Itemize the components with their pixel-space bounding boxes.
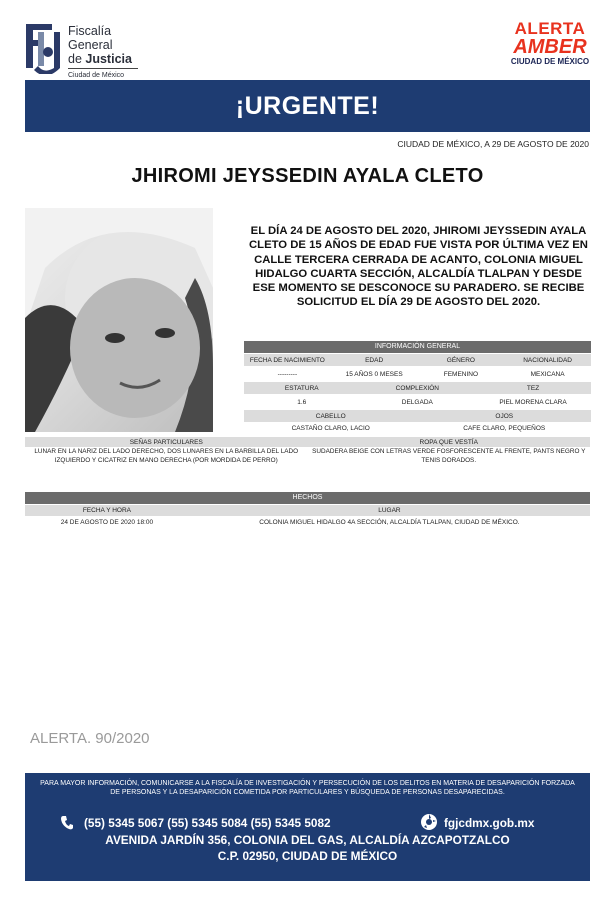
- fgj-emblem-icon: [24, 22, 66, 74]
- value-place: COLONIA MIGUEL HIDALGO 4A SECCIÓN, ALCALDÍA TLALPAN, CIUDAD DE MÉXICO.: [259, 519, 520, 526]
- website-link[interactable]: fgjcdmx.gob.mx: [444, 816, 535, 830]
- value-birthdate: ---------: [277, 370, 298, 378]
- value-distinguishing-features: LUNAR EN LA NARIZ DEL LADO DERECHO, DOS LUNARES EN LA BARBILLA DEL LADO IZQUIERDO Y CICATRIZ EN MANO DERECHA (POR MORDIDA DE PERRO): [34, 448, 299, 464]
- alert-number: ALERTA. 90/2020: [30, 730, 150, 747]
- value-clothing: SUDADERA BEIGE CON LETRAS VERDE FOSFORESCENTE AL FRENTE, PANTS NEGRO Y TENIS DORADOS.: [312, 448, 586, 464]
- label-place: LUGAR: [378, 507, 401, 514]
- label-nationality: NACIONALIDAD: [523, 356, 572, 364]
- date-line: CIUDAD DE MÉXICO, A 29 DE AGOSTO DE 2020: [397, 139, 589, 149]
- info-values-row-1: [244, 367, 591, 381]
- org-line-2: General: [68, 38, 113, 52]
- value-nationality: MEXICANA: [530, 370, 565, 378]
- label-date-time: FECHA Y HORA: [82, 507, 131, 514]
- label-hair: CABELLO: [315, 412, 346, 420]
- address-line-2: C.P. 02950, CIUDAD DE MÉXICO: [217, 849, 398, 863]
- urgent-banner: ¡URGENTE!: [25, 80, 590, 132]
- missing-person-photo: [25, 208, 213, 432]
- amber-alert-logo: ALERTA AMBER CIUDAD DE MÉXICO: [510, 19, 590, 66]
- footer-note: PARA MAYOR INFORMACIÓN, COMUNICARSE A LA FISCALÍA DE INVESTIGACIÓN Y PERSECUCIÓN DE LOS DELITOS EN MATERIA DE DESAPARICIÓN FORZADA DE PERSONAS Y LA DESAPARICIÓN COMETIDA POR PARTICULARES Y BÚSQUEDA DE PERSONAS DESAPARECIDAS.: [40, 780, 575, 796]
- label-gender: GÉNERO: [446, 356, 475, 364]
- events-header: HECHOS: [25, 492, 590, 504]
- info-values-row-2: [244, 395, 591, 409]
- events-labels-row: [25, 505, 590, 516]
- case-description: EL DÍA 24 DE AGOSTO DEL 2020, JHIROMI JEYSSEDIN AYALA CLETO DE 15 AÑOS DE EDAD FUE VISTA POR ÚLTIMA VEZ EN CALLE TERCERA CERRADA DE ACANTO, COLONIA MIGUEL HIDALGO CUARTA SECCIÓN, ALCALDÍA TLALPAN Y DESDE ESE MOMENTO SE DESCONOCE SU PARADERO. SE RECIBE SOLICITUD EL DÍA 29 DE AGOSTO DEL 2020.: [249, 225, 588, 309]
- address-line-1: AVENIDA JARDÍN 356, COLONIA DEL GAS, ALCALDÍA AZCAPOTZALCO: [105, 833, 510, 847]
- label-clothing: ROPA QUE VESTÍA: [419, 438, 478, 446]
- value-height: 1.6: [297, 398, 307, 406]
- info-values-row-3: [244, 422, 591, 435]
- phone-numbers[interactable]: (55) 5345 5067 (55) 5345 5084 (55) 5345 5082: [84, 816, 331, 830]
- features-values-row: [25, 448, 590, 474]
- events-values-row: [25, 517, 590, 528]
- contact-footer: [25, 773, 590, 881]
- fgj-wordmark: [68, 24, 218, 80]
- info-labels-row-3: [244, 410, 591, 422]
- value-hair: CASTAÑO CLARO, LACIO: [291, 425, 370, 432]
- value-gender: FEMENINO: [443, 370, 479, 378]
- label-age: EDAD: [365, 356, 384, 364]
- info-labels-row-1: [244, 354, 591, 366]
- phone-icon: [60, 815, 74, 831]
- portrait-image: [25, 208, 213, 432]
- label-distinguishing-features: SEÑAS PARTICULARES: [129, 438, 203, 446]
- value-date-time: 24 DE AGOSTO DE 2020 18:00: [60, 519, 154, 526]
- features-labels-row: [25, 437, 590, 447]
- info-labels-row-2: [244, 382, 591, 394]
- label-build: COMPLEXIÓN: [395, 384, 439, 392]
- org-line-1: Fiscalía: [68, 24, 112, 38]
- value-build: DELGADA: [401, 398, 433, 406]
- org-sub: Ciudad de México: [68, 68, 138, 80]
- web-globe-icon: [420, 813, 438, 831]
- org-line-3: de Justicia: [68, 52, 132, 66]
- fgj-logo: [24, 22, 224, 80]
- contact-line: [60, 815, 560, 833]
- person-name: JHIROMI JEYSSEDIN AYALA CLETO: [131, 165, 484, 187]
- info-general-header: INFORMACIÓN GENERAL: [244, 341, 591, 353]
- value-complexion: PIEL MORENA CLARA: [499, 398, 567, 406]
- label-complexion: TEZ: [526, 384, 540, 392]
- value-age: 15 AÑOS 0 MESES: [345, 370, 403, 378]
- label-eyes: OJOS: [495, 412, 514, 420]
- label-birthdate: FECHA DE NACIMIENTO: [249, 356, 325, 364]
- label-height: ESTATURA: [284, 384, 319, 392]
- value-eyes: CAFE CLARO, PEQUEÑOS: [463, 425, 546, 432]
